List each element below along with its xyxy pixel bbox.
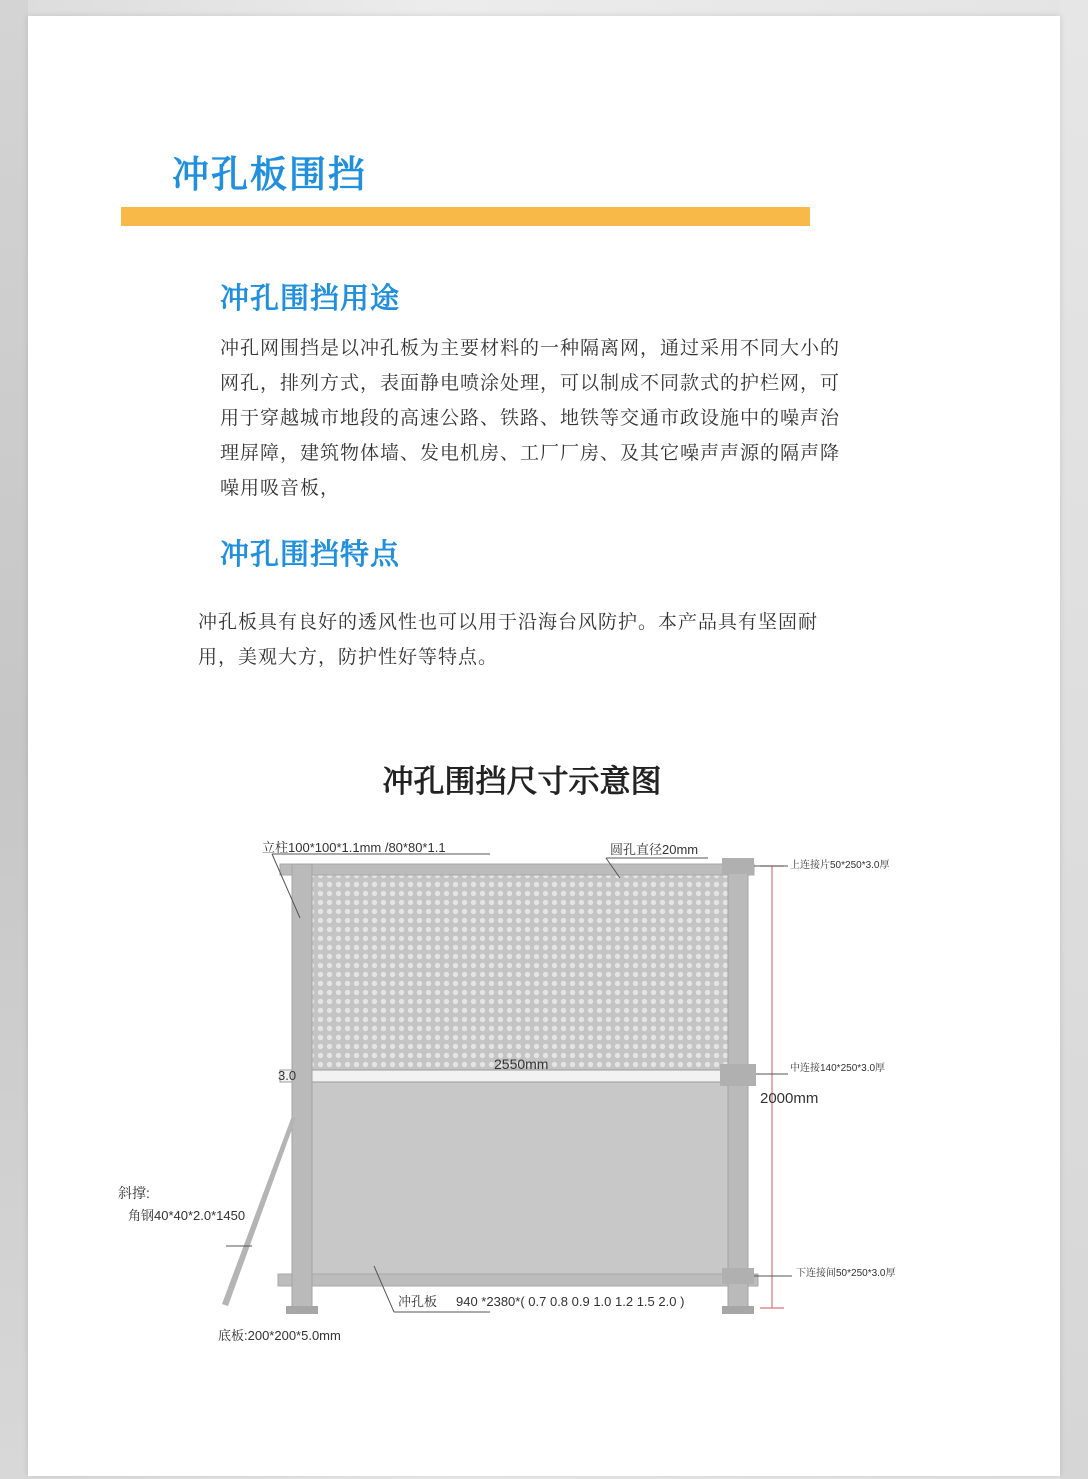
right-post: [728, 864, 748, 1309]
height-dimension-label: 2000mm: [760, 1090, 819, 1107]
left-base-plate: [286, 1306, 318, 1314]
top-rail: [280, 864, 754, 875]
diagram-title: 冲孔围挡尺寸示意图: [382, 764, 662, 800]
fence-dimension-diagram: [28, 16, 1060, 1476]
top-connector-plate: [722, 858, 754, 874]
brace-title-label: 斜撑:: [118, 1185, 150, 1201]
panel-spec-label: 940 *2380*( 0.7 0.8 0.9 1.0 1.2 1.5 2.0 ): [456, 1294, 685, 1309]
middle-connector-plate: [720, 1064, 756, 1086]
width-dimension-label: 2550mm: [494, 1056, 549, 1072]
brace-spec-label: 角钢40*40*2.0*1450: [128, 1208, 246, 1223]
bottom-connector-plate: [722, 1268, 754, 1284]
hole-diameter-label: 圆孔直径20mm: [610, 842, 699, 857]
panel-name-label: 冲孔板: [398, 1294, 438, 1309]
bottom-rail: [278, 1274, 758, 1286]
usage-heading: 冲孔围挡用途: [220, 281, 401, 315]
bottom-connector-label: 下连接间50*250*3.0厚: [796, 1268, 896, 1279]
right-base-plate: [722, 1306, 754, 1314]
top-connector-label: 上连接片50*250*3.0厚: [790, 860, 890, 871]
usage-paragraph: 冲孔网围挡是以冲孔板为主要材料的一种隔离网，通过采用不同大小的网孔，排列方式，表面静电喷涂处理，可以制成不同款式的护栏网，可用于穿越城市地段的高速公路、铁路、地铁等交通市政设施中的噪声治理屏障，建筑物体墙、发电机房、工厂厂房、及其它噪声声源的隔声降噪用吸音板，: [220, 337, 841, 499]
background-left-shade: [0, 0, 28, 1479]
left-post: [292, 864, 312, 1309]
lower-panel: [312, 1080, 732, 1280]
features-heading: 冲孔围挡特点: [220, 537, 401, 571]
background-right-shade: [1060, 0, 1088, 1479]
base-plate-label: 底板:200*200*5.0mm: [218, 1328, 341, 1343]
features-paragraph: 冲孔板具有良好的透风性也可以用于沿海台风防护。本产品具有坚固耐用，美观大方，防护性好等特点。: [198, 611, 819, 668]
page-title: 冲孔板围挡: [172, 153, 367, 196]
document-page: [28, 16, 1060, 1476]
upper-perforated-panel: [312, 871, 732, 1071]
post-spec-label: 立柱100*100*1.1mm /80*80*1.1: [262, 840, 446, 855]
middle-connector-label: 中连接140*250*3.0厚: [790, 1063, 886, 1074]
thickness-label: 3.0: [278, 1068, 297, 1083]
